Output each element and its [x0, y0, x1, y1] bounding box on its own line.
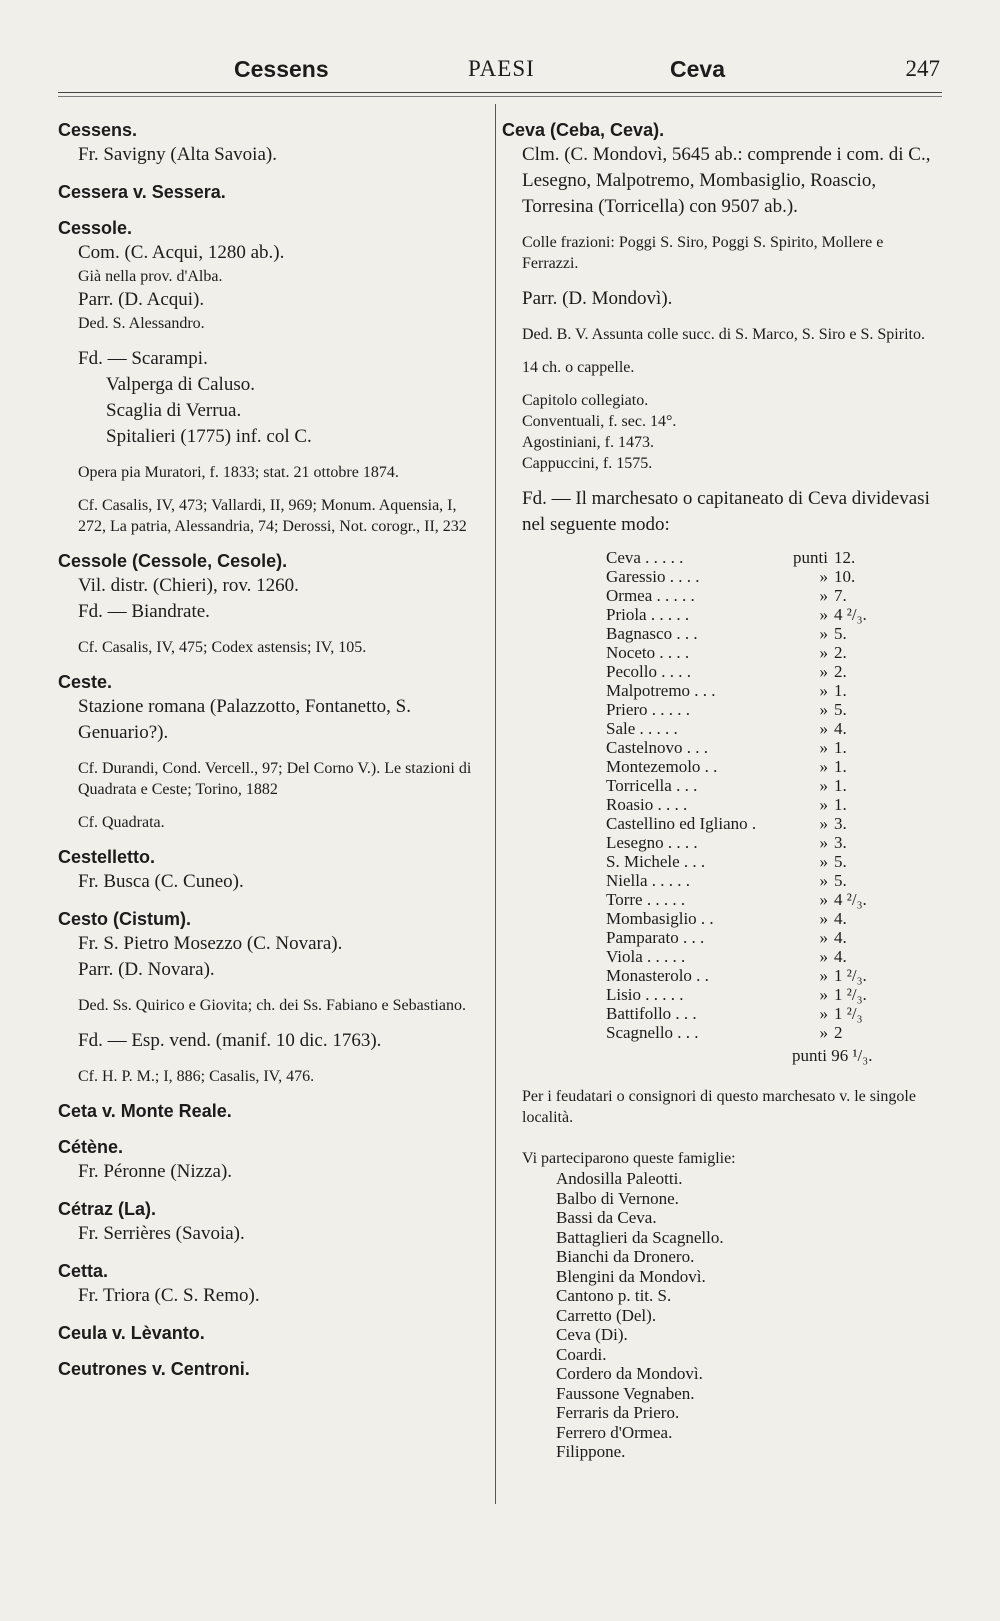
points-row	[606, 985, 894, 1004]
points-label: »	[819, 624, 828, 643]
points-value: 4.	[834, 947, 847, 966]
points-value: 5.	[834, 852, 847, 871]
left-column	[58, 118, 478, 1381]
points-row	[606, 871, 894, 890]
points-label: »	[819, 814, 828, 833]
entry-line: Fr. Péronne (Nizza).	[78, 1161, 233, 1182]
points-label: »	[819, 928, 828, 947]
place-name: Sale . . . . .	[606, 719, 678, 738]
header-center: PAESI	[468, 56, 535, 81]
place-name: Ormea . . . . .	[606, 586, 695, 605]
points-value: 1.	[834, 795, 847, 814]
place-name: Scagnello . . .	[606, 1023, 699, 1042]
points-label: »	[819, 738, 828, 757]
entry-line: Cessera v. Sessera.	[58, 182, 226, 202]
ceva-entry	[502, 118, 942, 538]
points-value: 1 ²/₃.	[834, 966, 867, 985]
points-label: »	[819, 643, 828, 662]
entry-line: Cappuccini, f. 1575.	[522, 455, 653, 472]
points-value: 5.	[834, 700, 847, 719]
points-label: »	[819, 567, 828, 586]
points-row	[606, 966, 894, 985]
entry-line: Cestelletto.	[58, 847, 156, 867]
points-value: 5.	[834, 624, 847, 643]
points-value: 1.	[834, 738, 847, 757]
points-label: »	[819, 700, 828, 719]
famiglia-item: Carretto (Del).	[556, 1305, 657, 1325]
famiglia-item: Ferrero d'Ormea.	[556, 1422, 673, 1442]
entry-line: Cessens.	[58, 120, 138, 140]
right-column	[502, 118, 942, 1462]
entry-line: Ceula v. Lèvanto.	[58, 1323, 205, 1343]
entry-line: Cf. Quadrata.	[78, 814, 165, 831]
points-value: 5.	[834, 871, 847, 890]
points-label: »	[819, 871, 828, 890]
place-name: Castelnovo . . .	[606, 738, 708, 757]
place-name: Pamparato . . .	[606, 928, 705, 947]
famiglia-item: Bianchi da Dronero.	[556, 1247, 695, 1266]
entry-line: Già nella prov. d'Alba.	[78, 268, 223, 285]
entry-line: Ceva (Ceba, Ceva).	[502, 120, 665, 140]
points-row	[606, 586, 894, 605]
entry-line: Cf. Casalis, IV, 473; Vallardi, II, 969; Monum. Aquensia, I, 272, La patria, Alessandria, 74; Derossi, Not. corogr., II, 232	[78, 497, 467, 535]
points-label: »	[819, 757, 828, 776]
entry-line: Ded. Ss. Quirico e Giovita; ch. dei Ss. Fabiano e Sebastiano.	[78, 997, 466, 1014]
entry-line: Conventuali, f. sec. 14°.	[522, 413, 677, 430]
place-name: Monasterolo . .	[606, 966, 709, 985]
points-value: 2.	[834, 662, 847, 681]
entry-line: Opera pia Muratori, f. 1833; stat. 21 ottobre 1874.	[78, 464, 399, 481]
header-rule	[58, 92, 942, 93]
famiglia-item: Filippone.	[556, 1442, 626, 1461]
points-label: »	[819, 681, 828, 700]
place-name: Lesegno . . . .	[606, 833, 698, 852]
famiglia-item: Battaglieri da Scagnello.	[556, 1227, 724, 1247]
entry-line: Cf. Durandi, Cond. Vercell., 97; Del Corno V.). Le stazioni di Quadrata e Ceste; Torino, 1882	[78, 760, 472, 798]
entry-line: Cétène.	[58, 1137, 124, 1157]
entry-line: Valperga di Caluso.	[106, 374, 255, 395]
entry-line: Fd. — Biandrate.	[78, 601, 210, 622]
place-name: Priero . . . . .	[606, 700, 691, 719]
points-row	[606, 624, 894, 643]
points-row	[606, 700, 894, 719]
entry-line: Capitolo collegiato.	[522, 392, 649, 409]
points-row	[606, 947, 894, 966]
famiglia-item: Blengini da Mondovì.	[556, 1266, 706, 1286]
place-name: Battifollo . . .	[606, 1004, 697, 1023]
place-name: Castellino ed Igliano .	[606, 814, 757, 833]
points-label: punti	[793, 548, 828, 567]
points-label: »	[819, 833, 828, 852]
entry-line: Fr. S. Pietro Mosezzo (C. Novara).	[78, 933, 343, 954]
header-left: Cessens	[234, 56, 329, 82]
entry-line: Fr. Triora (C. S. Remo).	[78, 1285, 260, 1306]
entry-line: Fr. Serrières (Savoia).	[78, 1223, 245, 1244]
points-row	[606, 890, 894, 909]
points-value: 4 ²/₃.	[834, 605, 867, 624]
entry-line: Cessole.	[58, 218, 133, 238]
entry-line: Agostiniani, f. 1473.	[522, 434, 654, 451]
points-row	[606, 719, 894, 738]
place-name: Malpotremo . . .	[606, 681, 716, 700]
place-name: Pecollo . . . .	[606, 662, 691, 681]
points-value: 1.	[834, 776, 847, 795]
points-label: »	[819, 662, 828, 681]
points-label: »	[819, 985, 828, 1004]
entry-line: Colle frazioni: Poggi S. Siro, Poggi S. Spirito, Mollere e Ferrazzi.	[522, 234, 884, 272]
points-row	[606, 909, 894, 928]
entry-line: 14 ch. o cappelle.	[522, 359, 635, 376]
points-row	[606, 567, 894, 586]
famiglie-list	[502, 1169, 942, 1462]
famiglia-item: Ceva (Di).	[556, 1325, 628, 1344]
entry-line: Cf. H. P. M.; I, 886; Casalis, IV, 476.	[78, 1068, 315, 1085]
famiglia-item: Ferraris da Priero.	[556, 1403, 680, 1422]
famiglia-item: Coardi.	[556, 1344, 607, 1364]
points-row	[606, 662, 894, 681]
famiglia-item: Cantono p. tit. S.	[556, 1286, 672, 1305]
points-value: 2.	[834, 643, 847, 662]
points-label: »	[819, 776, 828, 795]
points-label: »	[819, 1004, 828, 1023]
points-value: 1.	[834, 681, 847, 700]
points-row	[606, 776, 894, 795]
points-value: 3.	[834, 814, 847, 833]
points-label: »	[819, 795, 828, 814]
points-value: 7.	[834, 586, 847, 605]
entry-line: Spitalieri (1775) inf. col C.	[106, 426, 312, 447]
page-number: 247	[905, 56, 940, 81]
place-name: S. Michele . . .	[606, 852, 706, 871]
entry-line: Fd. — Esp. vend. (manif. 10 dic. 1763).	[78, 1030, 382, 1051]
place-name: Roasio . . . .	[606, 795, 688, 814]
entry-line: Fd. — Il marchesato o capitaneato di Ceva dividevasi nel seguente modo:	[522, 488, 930, 535]
points-label: »	[819, 947, 828, 966]
entry-line: Cétraz (La).	[58, 1199, 157, 1219]
points-row	[606, 643, 894, 662]
column-divider	[495, 104, 496, 1504]
place-name: Priola . . . . .	[606, 605, 690, 624]
header-right: Ceva	[670, 56, 725, 82]
entry-line: Parr. (D. Novara).	[78, 959, 215, 980]
entry-line: Com. (C. Acqui, 1280 ab.).	[78, 242, 285, 263]
header-rule-secondary	[58, 96, 942, 97]
points-row	[606, 681, 894, 700]
page-header	[58, 56, 940, 90]
points-label: »	[819, 586, 828, 605]
entry-line: Cesto (Cistum).	[58, 909, 192, 929]
points-value: 1 ²/₃	[834, 1004, 863, 1023]
famiglia-item: Faussone Vegnaben.	[556, 1383, 695, 1403]
entry-line: Fr. Savigny (Alta Savoia).	[78, 144, 277, 165]
entry-line: Stazione romana (Palazzotto, Fontanetto, S. Genuario?).	[78, 696, 411, 743]
points-value: 4 ²/₃.	[834, 890, 867, 909]
place-name: Mombasiglio . .	[606, 909, 714, 928]
entry-line: Ded. B. V. Assunta colle succ. di S. Marco, S. Siro e S. Spirito.	[522, 326, 925, 343]
place-name: Torricella . . .	[606, 776, 698, 795]
points-value: 4.	[834, 719, 847, 738]
entry-line: Parr. (D. Mondovì).	[522, 288, 673, 309]
entry-line: Parr. (D. Acqui).	[78, 289, 205, 310]
place-name: Montezemolo . .	[606, 757, 718, 776]
place-name: Viola . . . . .	[606, 947, 686, 966]
points-value: 4.	[834, 909, 847, 928]
entry-line: Cessole (Cessole, Cesole).	[58, 551, 288, 571]
feudatari-note: Per i feudatari o consignori di questo marchesato v. le singole località.	[522, 1088, 916, 1126]
points-row	[606, 928, 894, 947]
place-name: Ceva . . . . .	[606, 548, 684, 567]
points-row	[606, 605, 894, 624]
points-value: 1 ²/₃.	[834, 985, 867, 1004]
entry-line: Clm. (C. Mondovì, 5645 ab.: comprende i com. di C., Lesegno, Malpotremo, Mombasiglio, Roascio, Torresina (Torricella) con 9507 ab.).	[522, 144, 931, 217]
points-row	[606, 1023, 894, 1042]
points-value: 3.	[834, 833, 847, 852]
entry-line: Fr. Busca (C. Cuneo).	[78, 871, 244, 892]
famiglia-item: Bassi da Ceva.	[556, 1208, 657, 1227]
points-value: 2	[834, 1023, 843, 1042]
place-name: Bagnasco . . .	[606, 624, 698, 643]
points-row	[606, 757, 894, 776]
points-label: »	[819, 719, 828, 738]
place-name: Garessio . . . .	[606, 567, 700, 586]
points-label: »	[819, 605, 828, 624]
famiglia-item: Balbo di Vernone.	[556, 1188, 679, 1208]
entry-line: Fd. — Scarampi.	[78, 348, 208, 369]
points-row	[606, 1004, 894, 1023]
place-name: Niella . . . . .	[606, 871, 691, 890]
points-value: 1.	[834, 757, 847, 776]
points-label: »	[819, 1023, 828, 1042]
famiglia-item: Andosilla Paleotti.	[556, 1169, 683, 1188]
famiglie-intro: Vi parteciparono queste famiglie:	[522, 1150, 736, 1167]
points-row	[606, 795, 894, 814]
points-value: 4.	[834, 928, 847, 947]
points-label: »	[819, 909, 828, 928]
points-row	[606, 548, 894, 567]
entry-line: Cetta.	[58, 1261, 109, 1281]
points-row	[606, 738, 894, 757]
points-label: »	[819, 890, 828, 909]
place-name: Lisio . . . . .	[606, 985, 684, 1004]
points-table	[606, 548, 894, 1042]
entry-line: Scaglia di Verrua.	[106, 400, 242, 421]
entry-line: Ded. S. Alessandro.	[78, 315, 205, 332]
points-total: punti 96 ¹/₃.	[792, 1046, 873, 1065]
points-value: 10.	[834, 567, 856, 586]
points-row	[606, 833, 894, 852]
entry-line: Ceste.	[58, 672, 113, 692]
points-value: 12.	[834, 548, 856, 567]
place-name: Noceto . . . .	[606, 643, 690, 662]
entry-line: Cf. Casalis, IV, 475; Codex astensis; IV, 105.	[78, 639, 367, 656]
entry-line: Ceta v. Monte Reale.	[58, 1101, 232, 1121]
famiglia-item: Cordero da Mondovì.	[556, 1364, 703, 1383]
place-name: Torre . . . . .	[606, 890, 686, 909]
points-row	[606, 852, 894, 871]
points-row	[606, 814, 894, 833]
entry-line: Ceutrones v. Centroni.	[58, 1359, 250, 1379]
entry-line: Vil. distr. (Chieri), rov. 1260.	[78, 575, 299, 596]
points-label: »	[819, 966, 828, 985]
points-label: »	[819, 852, 828, 871]
